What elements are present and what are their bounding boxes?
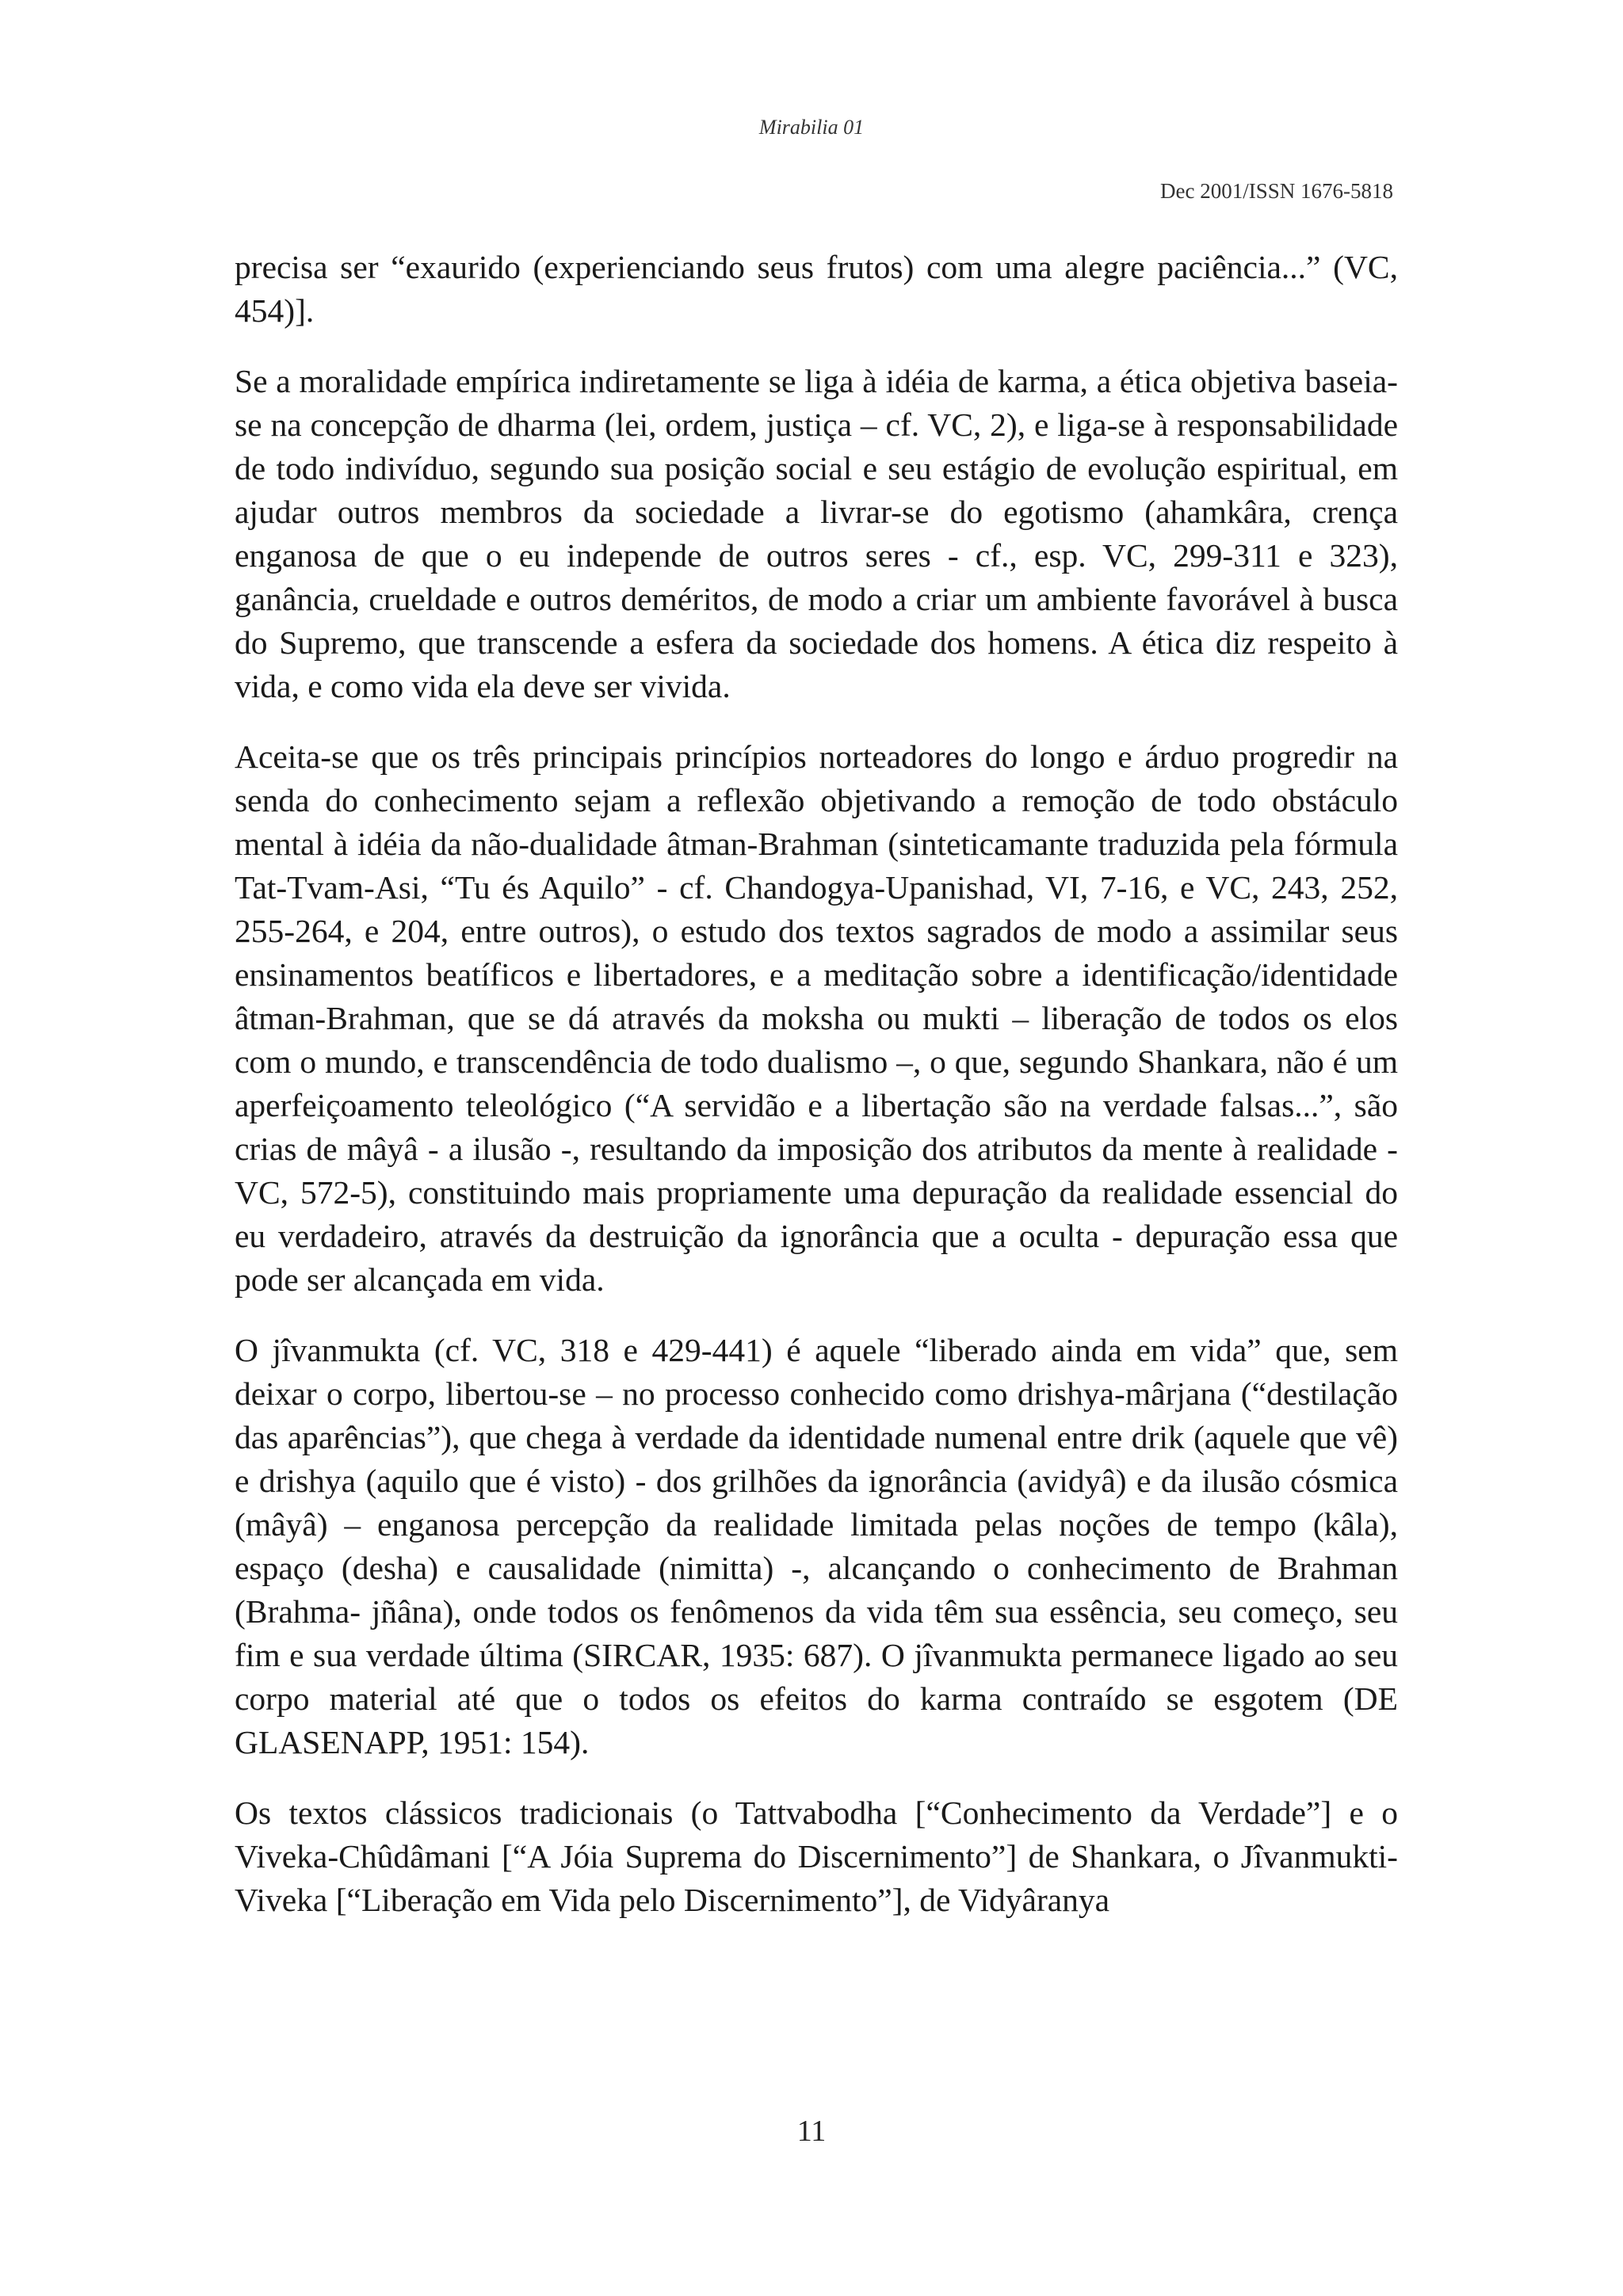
paragraph: Aceita-se que os três principais princípios norteadores do longo e árduo progredir na senda do conhecimento sejam a reflexão objetivando a remoção de todo obstáculo mental à idéia da não-dualidade âtman-Brahman (sinteticamante traduzida pela fórmula Tat-Tvam-Asi, “Tu és Aquilo” - cf. Chandogya-Upanishad, VI, 7-16, e VC, 243, 252, 255-264, e 204, entre outros), o estudo dos textos sagrados de modo a assimilar seus ensinamentos beatíficos e libertadores, e a meditação sobre a identificação/identidade âtman-Brahman, que se dá através da moksha ou mukti – liberação de todos os elos com o mundo, e transcendência de todo dualismo –, o que, segundo Shankara, não é um aperfeiçoamento teleológico (“A servidão e a libertação são na verdade falsas...”, são crias de mâyâ - a ilusão -, resultando da imposição dos atributos da mente à realidade - VC, 572-5), constituindo mais propriamente uma depuração da realidade essencial do eu verdadeiro, através da destruição da ignorância que a oculta - depuração essa que pode ser alcançada em vida. [235, 738, 1398, 1298]
issue-info: Dec 2001/ISSN 1676-5818 [1160, 179, 1393, 203]
paragraph: Os textos clássicos tradicionais (o Tattvabodha [“Conhecimento da Verdade”] e o Viveka-Chûdâmani [“A Jóia Suprema do Discernimento”] de Shankara, o Jîvanmukti-Viveka [“Liberação em Vida pelo Discernimento”], de Vidyâranya [235, 1794, 1398, 1918]
journal-title: Mirabilia 01 [758, 116, 865, 139]
paragraph: O jîvanmukta (cf. VC, 318 e 429-441) é aquele “liberado ainda em vida” que, sem deixar o corpo, libertou-se – no processo conhecido como drishya-mârjana (“destilação das aparências”), que chega à verdade da identidade numenal entre drik (aquele que vê) e drishya (aquilo que é visto) - dos grilhões da ignorância (avidyâ) e da ilusão cósmica (mâyâ) – enganosa percepção da realidade limitada pelas noções de tempo (kâla), espaço (desha) e causalidade (nimitta) -, alcançando o conhecimento de Brahman (Brahma- jñâna), onde todos os fenômenos da vida têm sua essência, seu começo, seu fim e sua verdade última (SIRCAR, 1935: 687). O jîvanmukta permanece ligado ao seu corpo material até que o todos os efeitos do karma contraído se esgotem (DE GLASENAPP, 1951: 154). [235, 1332, 1398, 1760]
paragraph: precisa ser “exaurido (experienciando seus frutos) com uma alegre paciência...” (VC, 454)]. [235, 249, 1398, 329]
page-number: 11 [796, 2115, 827, 2148]
paragraph: Se a moralidade empírica indiretamente se liga à idéia de karma, a ética objetiva baseia-se na concepção de dharma (lei, ordem, justiça – cf. VC, 2), e liga-se à responsabilidade de todo indivíduo, segundo sua posição social e seu estágio de evolução espiritual, em ajudar outros membros da sociedade a livrar-se do egotismo (ahamkâra, crença enganosa de que o eu independe de outros seres - cf., esp. VC, 299-311 e 323), ganância, crueldade e outros deméritos, de modo a criar um ambiente favorável à busca do Supremo, que transcende a esfera da sociedade dos homens. A ética diz respeito à vida, e como vida ela deve ser vivida. [235, 363, 1398, 704]
body-text [235, 246, 1398, 1949]
